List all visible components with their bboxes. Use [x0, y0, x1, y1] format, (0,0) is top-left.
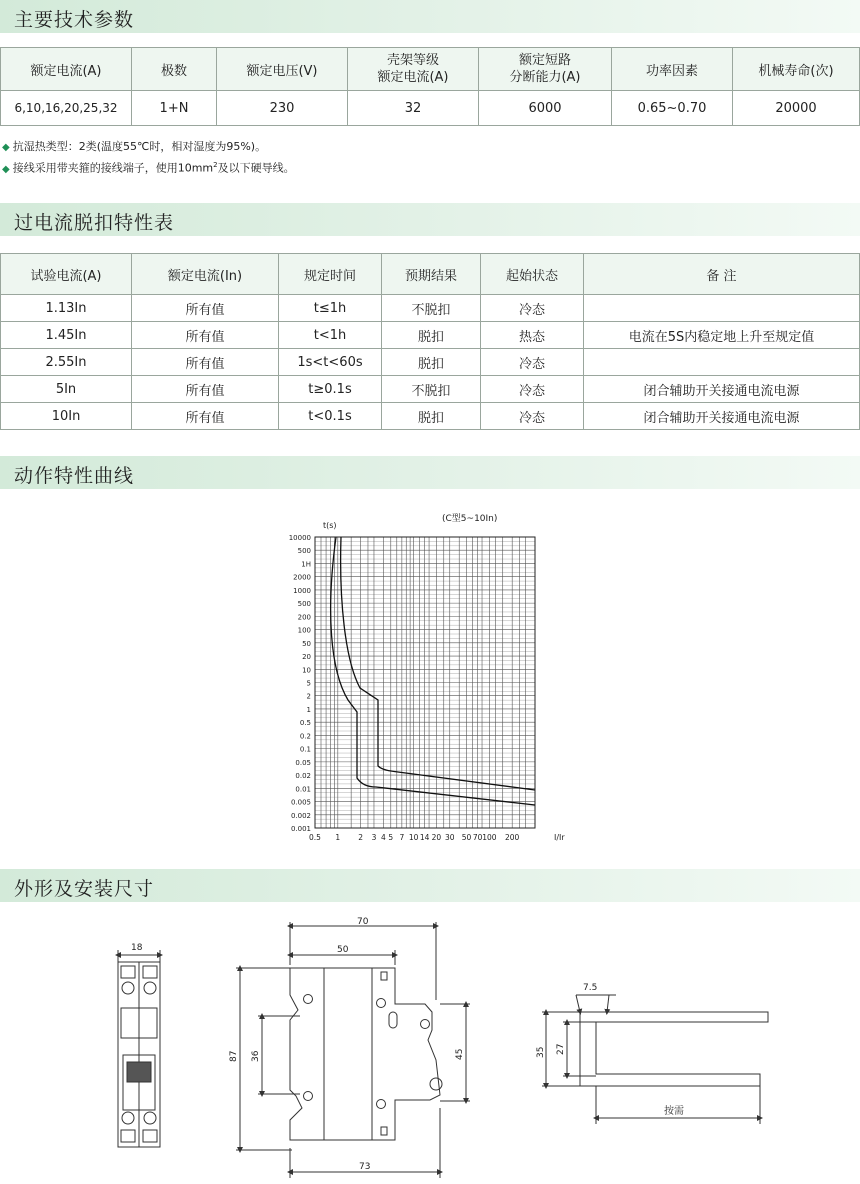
cell: 脱扣 [382, 349, 481, 376]
cell: t<1h [279, 322, 382, 349]
dim-width-73: 73 [359, 1162, 371, 1172]
curve-x-tick: 7 [399, 833, 405, 842]
dim-width-7-5: 7.5 [583, 983, 598, 993]
cell: 1.13In [1, 295, 132, 322]
front-view [118, 950, 160, 1147]
curve-x-tick: 200 [505, 833, 520, 842]
curve-x-tick: 14 [419, 833, 430, 842]
cell: 6,10,16,20,25,32 [1, 91, 132, 126]
col-header: 功率因素 [612, 48, 733, 91]
curve-y-tick: 0.2 [299, 732, 311, 741]
curve-y-tick: 2000 [293, 573, 311, 582]
curve-x-tick: 1 [335, 833, 341, 842]
curve-y-tick: 50 [302, 639, 311, 648]
cell: 闭合辅助开关接通电流电源 [584, 376, 860, 403]
dim-height-45: 45 [455, 1048, 465, 1060]
cell: 闭合辅助开关接通电流电源 [584, 403, 860, 430]
dim-height-87: 87 [229, 1050, 239, 1062]
curve-y-tick: 500 [297, 547, 311, 556]
col-header: 极数 [132, 48, 217, 91]
curve-y-tick: 1000 [293, 586, 311, 595]
cell: 1.45In [1, 322, 132, 349]
curve-x-tick: 4 [381, 833, 386, 842]
col-header: 额定短路 分断能力(A) [479, 48, 612, 91]
curve-x-tick: 10 [408, 833, 419, 842]
curve-y-tick: 0.001 [290, 825, 311, 833]
col-header: 规定时间 [279, 254, 382, 295]
curve-y-tick: 2 [306, 692, 311, 701]
cell: 所有值 [132, 403, 279, 430]
section-title: 过电流脱扣特性表 [14, 212, 175, 234]
cell: 冷态 [481, 349, 584, 376]
curve-x-tick: 5 [388, 833, 394, 842]
dim-width-50: 50 [337, 945, 349, 955]
col-header: 起始状态 [481, 254, 584, 295]
col-header: 试验电流(A) [1, 254, 132, 295]
cell: 32 [348, 91, 479, 126]
curve-y-tick: 1 [306, 705, 311, 714]
curve-y-tick: 0.005 [290, 798, 311, 807]
din-rail-view [542, 995, 768, 1124]
cell: 所有值 [132, 349, 279, 376]
curve-y-tick: 0.05 [295, 758, 311, 767]
cell: 1s<t<60s [279, 349, 382, 376]
curve-x-tick: 0.5 [309, 833, 321, 842]
cell: 电流在5S内稳定地上升至规定值 [584, 322, 860, 349]
col-header: 机械寿命(次) [733, 48, 860, 91]
curve-y-tick: 500 [297, 600, 311, 609]
cell: t<0.1s [279, 403, 382, 430]
dim-height-27: 27 [556, 1043, 566, 1055]
section-title: 主要技术参数 [14, 9, 135, 31]
cell: t≤1h [279, 295, 382, 322]
col-header: 额定电流(In) [132, 254, 279, 295]
cell: 1+N [132, 91, 217, 126]
curve-x-tick: 30 [444, 833, 455, 842]
note-text: 及以下硬导线。 [217, 161, 295, 175]
cell: 冷态 [481, 295, 584, 322]
cell: 20000 [733, 91, 860, 126]
dim-width-18: 18 [131, 943, 143, 953]
curve-x-tick: 50 [461, 833, 472, 842]
dim-height-36: 36 [251, 1050, 261, 1062]
cell: 230 [217, 91, 348, 126]
curve-y-tick: 0.5 [299, 719, 311, 728]
note-text: 接线采用带夹箍的接线端子，使用10mm [12, 161, 214, 175]
section-title: 动作特性曲线 [14, 465, 135, 487]
col-header: 预期结果 [382, 254, 481, 295]
curve-x-tick: 3 [371, 833, 377, 842]
curve-y-tick: 10000 [288, 534, 311, 542]
cell: 热态 [481, 322, 584, 349]
cell: 所有值 [132, 322, 279, 349]
col-header: 额定电压(V) [217, 48, 348, 91]
cell: 0.65~0.70 [612, 91, 733, 126]
col-header: 壳架等级 额定电流(A) [348, 48, 479, 91]
dim-width-70: 70 [357, 917, 369, 927]
dim-height-35: 35 [536, 1046, 546, 1058]
cell: 冷态 [481, 376, 584, 403]
curve-x-tick: 100 [482, 833, 497, 842]
curve-x-label: I/Ir [554, 833, 565, 842]
curve-y-tick: 0.01 [295, 785, 311, 794]
curve-y-tick: 20 [302, 653, 311, 662]
curve-title: (C型5~10In) [442, 514, 498, 524]
col-header: 备 注 [584, 254, 860, 295]
cell: 脱扣 [382, 322, 481, 349]
curve-y-tick: 200 [297, 613, 311, 622]
curve-y-tick: 0.02 [295, 772, 311, 781]
curve-y-tick: 1H [301, 560, 311, 569]
curve-y-tick: 5 [306, 679, 311, 688]
cell: 不脱扣 [382, 376, 481, 403]
curve-y-tick: 100 [297, 626, 311, 635]
curve-y-tick: 10 [302, 666, 311, 675]
cell: 所有值 [132, 376, 279, 403]
curve-x-tick: 70 [472, 833, 483, 842]
cell: 冷态 [481, 403, 584, 430]
diamond-bullet-icon: ◆ [2, 142, 10, 153]
section-title: 外形及安装尺寸 [14, 878, 155, 900]
cell: 所有值 [132, 295, 279, 322]
curve-y-tick: 0.002 [290, 811, 311, 820]
curve-y-tick: 0.1 [299, 745, 311, 754]
cell: 脱扣 [382, 403, 481, 430]
cell: 5In [1, 376, 132, 403]
side-view [236, 922, 470, 1178]
superscript: 2 [213, 161, 218, 169]
cell: 不脱扣 [382, 295, 481, 322]
cell: 10In [1, 403, 132, 430]
cell: t≥0.1s [279, 376, 382, 403]
curve-x-tick: 2 [358, 833, 364, 842]
note-text: 抗湿热类型：2类(温度55℃时，相对湿度为95%)。 [12, 140, 267, 153]
curve-y-label: t(s) [323, 521, 337, 530]
cell: 6000 [479, 91, 612, 126]
dim-on-demand: 按需 [664, 1106, 684, 1117]
cell: 2.55In [1, 349, 132, 376]
diamond-bullet-icon: ◆ [2, 163, 10, 175]
col-header: 额定电流(A) [1, 48, 132, 91]
curve-x-tick: 20 [431, 833, 442, 842]
